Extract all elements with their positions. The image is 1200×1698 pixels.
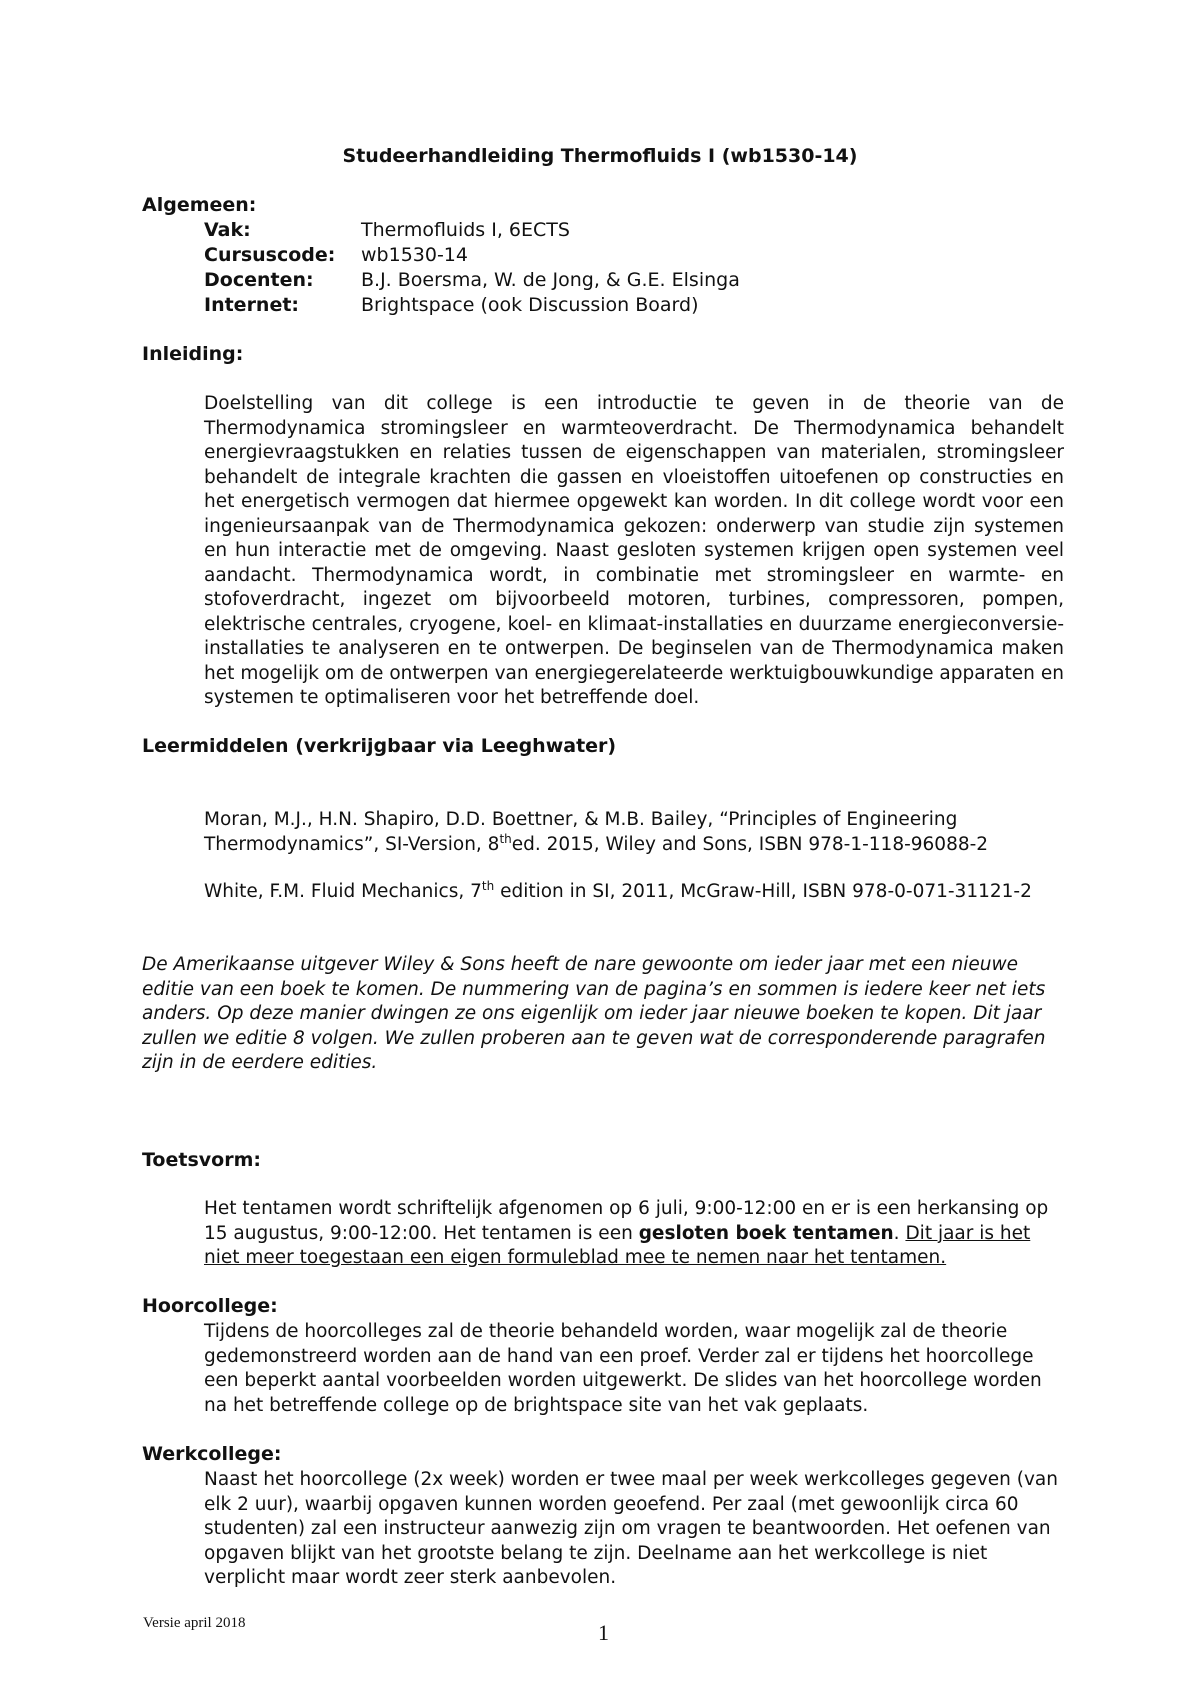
toetsvorm-text: .: [893, 1222, 906, 1244]
edition-note: De Amerikaanse uitgever Wiley & Sons heeft de nare gewoonte om ieder jaar met een nieuwe editie van een boek te komen. De nummering van de pagina’s en sommen is iedere keer net iets anders. Op deze manier dwingen ze ons eigenlijk om ieder jaar nieuwe boeken te kopen. Dit jaar zullen we editie 8 volgen. We zullen proberen aan te geven wat de corresponderende paragrafen zijn in de eerdere edities.: [142, 954, 1046, 1073]
general-info-table: [204, 218, 1104, 318]
heading-toetsvorm: Toetsvorm:: [142, 1149, 261, 1171]
reference-moran: [204, 808, 1084, 857]
reference-text: ed. 2015, Wiley and Sons, ISBN 978-1-118-96088-2: [511, 833, 989, 855]
reference-white: [204, 880, 1084, 905]
page-number: 1: [598, 1620, 609, 1645]
superscript: th: [481, 878, 495, 893]
info-row-internet: [204, 293, 1104, 318]
info-value: Brightspace (ook Discussion Board): [361, 294, 699, 316]
info-row-cursuscode: [204, 243, 1104, 268]
toetsvorm-emphasis: gesloten boek tentamen: [638, 1222, 894, 1244]
superscript: th: [499, 831, 512, 846]
toetsvorm-paragraph: [204, 1197, 1064, 1271]
heading-algemeen: Algemeen:: [142, 194, 257, 216]
info-key: Cursuscode:: [204, 244, 336, 266]
heading-hoorcollege: Hoorcollege:: [142, 1295, 278, 1317]
inleiding-paragraph: Doelstelling van dit college is een introductie te geven in de theorie van de Thermodynamica stromingsleer en warmteoverdracht. De Thermodynamica behandelt energievraagstukken en relaties tussen de eigenschappen van materialen, stromingsleer behandelt de integrale krachten die gassen en vloeistoffen uitoefenen op constructies en het energetisch vermogen dat hiermee opgewekt kan worden. In dit college wordt voor een ingenieursaanpak van de Thermodynamica gekozen: onderwerp van studie zijn systemen en hun interactie met de omgeving. Naast gesloten systemen krijgen open systemen veel aandacht. Thermodynamica wordt, in combinatie met stromingsleer en warmte- en stofoverdracht, ingezet om bijvoorbeeld motoren, turbines, compressoren, pompen, elektrische centrales, cryogene, koel- en klimaat-installaties en duurzame energieconversie-installaties te analyseren en te ontwerpen. De beginselen van de Thermodynamica maken het mogelijk om de ontwerpen van energiegerelateerde werktuigbouwkundige apparaten en systemen te optimaliseren voor het betreffende doel.: [204, 393, 1064, 708]
werkcollege-paragraph: Naast het hoorcollege (2x week) worden er twee maal per week werkcolleges gegeven (van elk 2 uur), waarbij opgaven kunnen worden geoefend. Per zaal (met gewoonlijk circa 60 studenten) zal een instructeur aanwezig zijn om vragen te beantwoorden. Het oefenen van opgaven blijkt van het grootste belang te zijn. Deelname aan het werkcollege is niet verplicht maar wordt zeer sterk aanbevolen.: [204, 1469, 1058, 1588]
toetsvorm-underlined-note: Dit jaar is het niet meer toegestaan een eigen formuleblad mee te nemen naar het tentamen.: [204, 1222, 1031, 1268]
reference-text: White, F.M. Fluid Mechanics, 7: [204, 881, 482, 902]
reference-text: edition in SI, 2011, McGraw-Hill, ISBN 978-0-071-31121-2: [494, 881, 1032, 902]
heading-leermiddelen: Leermiddelen (verkrijgbaar via Leeghwater): [142, 735, 617, 757]
info-value: B.J. Boersma, W. de Jong, & G.E. Elsinga: [361, 269, 740, 291]
info-value: wb1530-14: [361, 244, 468, 266]
toetsvorm-text: Het tentamen wordt schriftelijk afgenomen op 6 juli, 9:00-12:00 en er is een herkansing op 15 augustus, 9:00-12:00. Het tentamen is een: [204, 1198, 1049, 1244]
heading-werkcollege: Werkcollege:: [142, 1443, 282, 1465]
info-row-vak: [204, 218, 1104, 243]
heading-inleiding: Inleiding:: [142, 343, 244, 365]
info-value: Thermofluids I, 6ECTS: [361, 219, 570, 241]
info-key: Docenten:: [204, 269, 314, 291]
reference-text: Moran, M.J., H.N. Shapiro, D.D. Boettner, & M.B. Bailey, “Principles of Engineering Thermodynamics”, SI-Version, 8: [204, 809, 958, 855]
info-key: Vak:: [204, 219, 251, 241]
document-title: Studeerhandleiding Thermofluids I (wb1530-14): [342, 145, 858, 167]
hoorcollege-paragraph: Tijdens de hoorcolleges zal de theorie behandeld worden, waar mogelijk zal de theorie gedemonstreerd worden aan de hand van een proef. Verder zal er tijdens het hoorcollege een beperkt aantal voorbeelden worden uitgewerkt. De slides van het hoorcollege worden na het betreffende college op de brightspace site van het vak geplaats.: [204, 1321, 1042, 1416]
version-footer: Versie april 2018: [143, 1615, 246, 1631]
info-key: Internet:: [204, 294, 300, 316]
info-row-docenten: [204, 268, 1104, 293]
